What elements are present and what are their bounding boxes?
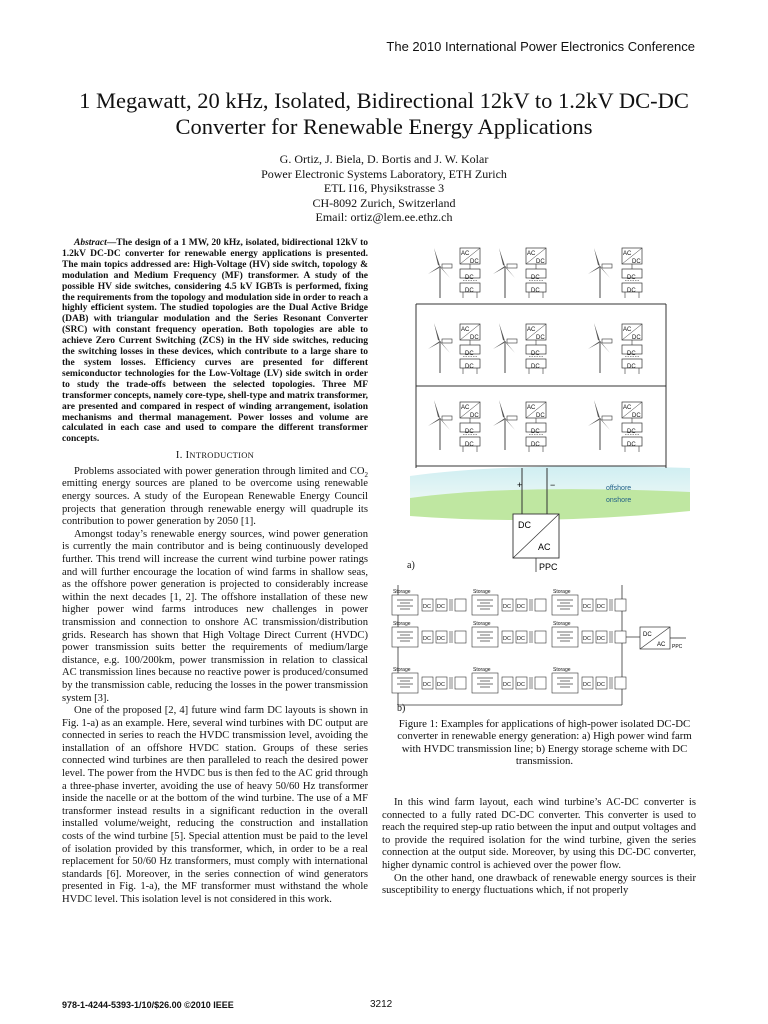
intro-p1-text-b: emitting energy sources are planed to be overcome using renewable energy sources. A study of the European Renewable Energy Council projects that generation through renewable energy will quadruple its contribution to power generation by 2050 [1]. [62,478,368,528]
label-ac: AC [461,251,470,257]
author-address-2: CH-8092 Zurich, Switzerland [312,195,456,210]
storage-label: Storage [553,667,571,673]
footer-isbn: 978-1-4244-5393-1/10/$26.00 ©2010 IEEE [62,1000,234,1010]
label-dc: DC [517,604,525,610]
label-dc: DC [597,682,605,688]
storage-label: Storage [473,589,491,595]
intro-p1-subscript: 2 [364,470,368,479]
label-dc: DC [465,351,474,357]
label-dc: DC [437,682,445,688]
section-heading-introduction [62,449,368,463]
label-ac: AC [461,327,470,333]
label-dc: DC [423,636,431,642]
label-dc: DC [627,288,636,294]
label-dc: DC [627,364,636,370]
intro-p1-text-a: Problems associated with power generation through limited and CO [74,465,365,477]
label-dc: DC [627,351,636,357]
hvdc-minus-label: − [550,480,556,490]
storage-label: Storage [473,667,491,673]
storage-label: Storage [393,621,411,627]
author-address-1: ETL I16, Physikstrasse 3 [323,181,445,196]
label-dc: DC [632,413,641,419]
label-ac: AC [623,251,632,257]
label-dc: DC [632,335,641,341]
intro-paragraph-2: Amongst today’s renewable energy sources, wind power generation is currently the main contributor and is being continuously developed further. This trend will increase the current wind turbine power ratings and will further encourage the location of wind farms in shallow seas, as the offshore power generation is projected to considerably increase within the next decades [1, 2]. The offshore installation of these new higher power wind farms introduces new challenges in power transmission and connection to onshore AC transmission/distribution grids. Research has shown that High Voltage Direct Current (HVDC) power transmission suits better the requirements of medium/large distance, e.g. 100/200km, power transmission in relation to classical AC transmission lines because no reactive power is produced/consumed by the transmission cable, reducing the losses in the power transmission system [3]. [62,528,368,704]
label-dc: DC [597,636,605,642]
footer-page-number: 3212 [370,999,393,1010]
label-dc: DC [627,275,636,281]
label-dc: DC [465,288,474,294]
title-line-1: 1 Megawatt, 20 kHz, Isolated, Bidirectional 12kV to 1.2kV DC-DC [79,88,689,113]
label-dc: DC [503,682,511,688]
right-column [382,797,696,898]
label-dc: DC [627,429,636,435]
ppc-label: PPC [539,562,558,572]
author-affiliation: Power Electronic Systems Laboratory, ETH Zurich [261,166,507,181]
label-ac: AC [527,405,536,411]
intro-paragraph-3: One of the proposed [2, 4] future wind farm DC layouts is shown in Fig. 1-a) as an example. Here, several wind turbines with DC output are connected in series to reach the HVDC transmission level, avoiding the installation of an offshore HVDC station. Groups of these series connected wind turbines are then paralleled to reach the desired power level. The power from the HVDC bus is then fed to the AC grid through a three-phase inverter, avoiding the use of heavy 50/60 Hz transformer inside the nacelle or at the bottom of the wind turbine. The use of a MF transformer instead results in a significant reduction in the overall installed volume/weight, reducing the construction and installation costs of the wind turbine [5]. Special attention must be paid to the level of isolation provided by this transformer, which, in order to be a real replacement for 50/60 Hz transformers, must comply with international standards [6]. Moreover, in the series connection of wind generators presented in Fig. 1-a), the MF transformer must withstand the whole HVDC level. This isolation level is not considered in this work. [62,705,368,905]
figure-panel-b-label: b) [397,703,406,714]
conference-header: The 2010 International Power Electronics Conference [386,39,695,54]
label-dc: DC [465,429,474,435]
abstract-text: —The design of a 1 MW, 20 kHz, isolated, bidirectional 12kV to 1.2kV DC-DC converter for renewable energy applications is presented. The main topics addressed are: High-Voltage (HV) side switch, topology & modulation and Medium Frequency (MF) transformer. A study of the possible HV side switches, considering 4.5 kV IGBTs is performed, fixing the requirements from the topology and modulation side in order to reach a highly efficient system. The studied topologies are the Dual Active Bridge (DAB) with triangular modulation and the Series Resonant Converter (SRC) with constant frequency operation. Both topologies are able to achieve Zero Current Switching (ZCS) in the HV side switches, reducing the switching losses in these devices, which contribute to a large share to the system losses. Efficiency curves are presented for different semiconductor technologies for the Low-Voltage (LV) side switch in order to study the trade-offs between the selected topologies. Three MF transformer concepts, namely core-type, shell-type and matrix transformer, are presented and compared in respect of winding arrangement, isolation mechanisms and thermal management. Power losses and volume are calculated in each case and used to compare the different transformer concepts. [62,238,368,445]
title-line-2: Converter for Renewable Energy Applications [175,114,593,139]
hvdc-plus-label: + [517,480,523,490]
label-dc: DC [597,604,605,610]
storage-label: Storage [553,589,571,595]
label-dc: DC [470,259,479,265]
label-dc: DC [531,351,540,357]
author-email: Email: ortiz@lem.ee.ethz.ch [315,210,453,225]
label-dc: DC [531,429,540,435]
label-dc: DC [536,259,545,265]
unit-labels [461,251,641,448]
label-dc: DC [503,636,511,642]
onshore-label: onshore [606,497,632,504]
label-dc: DC [536,413,545,419]
label-ac: AC [623,327,632,333]
label-dc: DC [531,288,540,294]
label-dc: DC [465,364,474,370]
label-ac: AC [461,405,470,411]
label-dc: DC [503,604,511,610]
inverter-dc-label: DC [518,520,531,530]
section-title-first: I [185,450,190,462]
label-dc: DC [517,682,525,688]
label-dc: DC [517,636,525,642]
storage-inverter-ac-label: AC [657,642,666,648]
label-ac: AC [527,251,536,257]
left-column [62,238,368,907]
figure-1a-wind-farm-diagram [390,236,700,580]
label-dc: DC [423,604,431,610]
label-dc: DC [465,442,474,448]
abstract [62,238,368,445]
inverter-ac-label: AC [538,542,551,552]
label-ac: AC [623,405,632,411]
author-names: G. Ortiz, J. Biela, D. Bortis and J. W. Kolar [279,152,489,166]
storage-label: Storage [553,621,571,627]
storage-label: Storage [393,589,411,595]
offshore-label: offshore [606,485,632,492]
label-dc: DC [583,636,591,642]
label-dc: DC [627,442,636,448]
storage-label: Storage [393,667,411,673]
intro-paragraph-1 [62,466,368,529]
label-dc: DC [470,413,479,419]
label-dc: DC [583,682,591,688]
label-dc: DC [437,636,445,642]
label-dc: DC [437,604,445,610]
figure-1b-storage-diagram [390,585,700,710]
label-dc: DC [531,364,540,370]
label-dc: DC [632,259,641,265]
label-dc: DC [470,335,479,341]
right-paragraph-1: In this wind farm layout, each wind turbine’s AC-DC converter is connected to a fully rated DC-DC converter. This converter is used to reach the required step-up ratio between the input and output voltages and to provide the required isolation for the wind turbine, given the series connection at the output side. Moreover, by using this DC-DC converter, higher dynamic control is achieved over the power flow. [382,797,696,871]
section-title-rest: NTRODUCTION [189,450,255,461]
storage-ppc-label: PPC [672,644,683,650]
right-paragraph-2: On the other hand, one drawback of renewable energy sources is their susceptibility to energy fluctuations which, if not properly [382,872,696,897]
abstract-label: Abstract [74,238,107,248]
paper-title [40,88,728,140]
label-dc: DC [583,604,591,610]
figure-1-caption: Figure 1: Examples for applications of high-power isolated DC-DC converter in renewable energy generation: a) High power wind farm with HVDC transmission line; b) Energy storage scheme with DC transmission. [397,718,692,768]
storage-inverter-dc-label: DC [643,632,652,638]
storage-label: Storage [473,621,491,627]
figure-panel-a-label: a) [407,560,415,571]
label-ac: AC [527,327,536,333]
author-block [40,152,728,225]
label-dc: DC [531,275,540,281]
section-number: I. [175,450,183,462]
label-dc: DC [536,335,545,341]
label-dc: DC [423,682,431,688]
label-dc: DC [531,442,540,448]
label-dc: DC [465,275,474,281]
